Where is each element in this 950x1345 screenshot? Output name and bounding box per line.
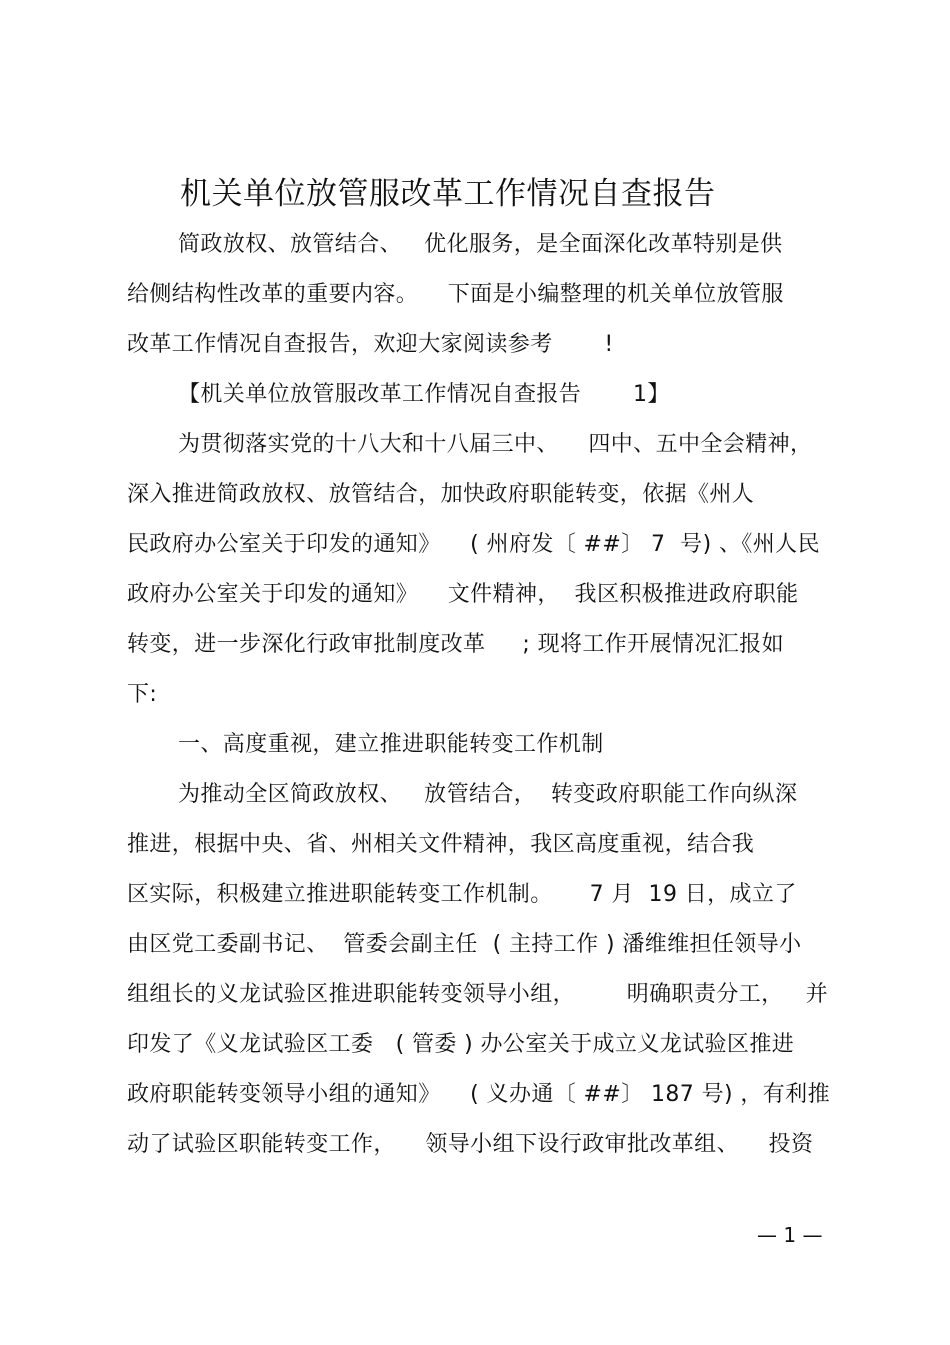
paragraph-line: 转变，进一步深化行政审批制度改革 ; 现将工作开展情况汇报如 bbox=[127, 632, 784, 657]
paragraph-line: 深入推进简政放权、放管结合，加快政府职能转变，依据《州人 bbox=[127, 482, 755, 507]
paragraph-line: 给侧结构性改革的重要内容。 下面是小编整理的机关单位放管服 bbox=[127, 282, 784, 307]
document-title: 机关单位放管服改革工作情况自查报告 bbox=[180, 176, 716, 212]
paragraph-line: 印发了《义龙试验区工委 ( 管委 ) 办公室关于成立义龙试验区推进 bbox=[127, 1032, 795, 1057]
paragraph-line: 为推动全区简政放权、 放管结合， 转变政府职能工作向纵深 bbox=[178, 782, 798, 807]
paragraph-line: 简政放权、放管结合、 优化服务，是全面深化改革特别是供 bbox=[178, 232, 783, 257]
paragraph-line: 区实际，积极建立推进职能转变工作机制。 7 月 19 日，成立了 bbox=[127, 882, 797, 907]
paragraph-line: 政府办公室关于印发的通知》 文件精神， 我区积极推进政府职能 bbox=[127, 582, 799, 607]
paragraph-line: 动了试验区职能转变工作， 领导小组下设行政审批改革组、 投资 bbox=[127, 1132, 814, 1157]
paragraph-line: 民政府办公室关于印发的通知》 ( 州府发〔 ##〕 7 号) 、《州人民 bbox=[127, 532, 820, 557]
section-heading: 一、高度重视，建立推进职能转变工作机制 bbox=[178, 732, 604, 757]
paragraph-line: 改革工作情况自查报告，欢迎大家阅读参考 ! bbox=[127, 332, 614, 357]
paragraph-line: 政府职能转变领导小组的通知》 ( 义办通〔 ##〕 187 号) ，有利推 bbox=[127, 1082, 830, 1107]
paragraph-line: 推进，根据中央、省、州相关文件精神，我区高度重视，结合我 bbox=[127, 832, 755, 857]
paragraph-line: 由区党工委副书记、 管委会副主任 ( 主持工作 ) 潘维维担任领导小 bbox=[127, 932, 802, 957]
paragraph-line: 组组长的义龙试验区推进职能转变领导小组， 明确职责分工， 并 bbox=[127, 982, 829, 1007]
page-number: — 1 — bbox=[757, 1223, 823, 1247]
paragraph-line: 为贯彻落实党的十八大和十八届三中、 四中、五中全会精神， bbox=[178, 432, 813, 457]
section-heading: 【机关单位放管服改革工作情况自查报告 1】 bbox=[178, 382, 670, 407]
paragraph-line: 下: bbox=[127, 682, 158, 707]
